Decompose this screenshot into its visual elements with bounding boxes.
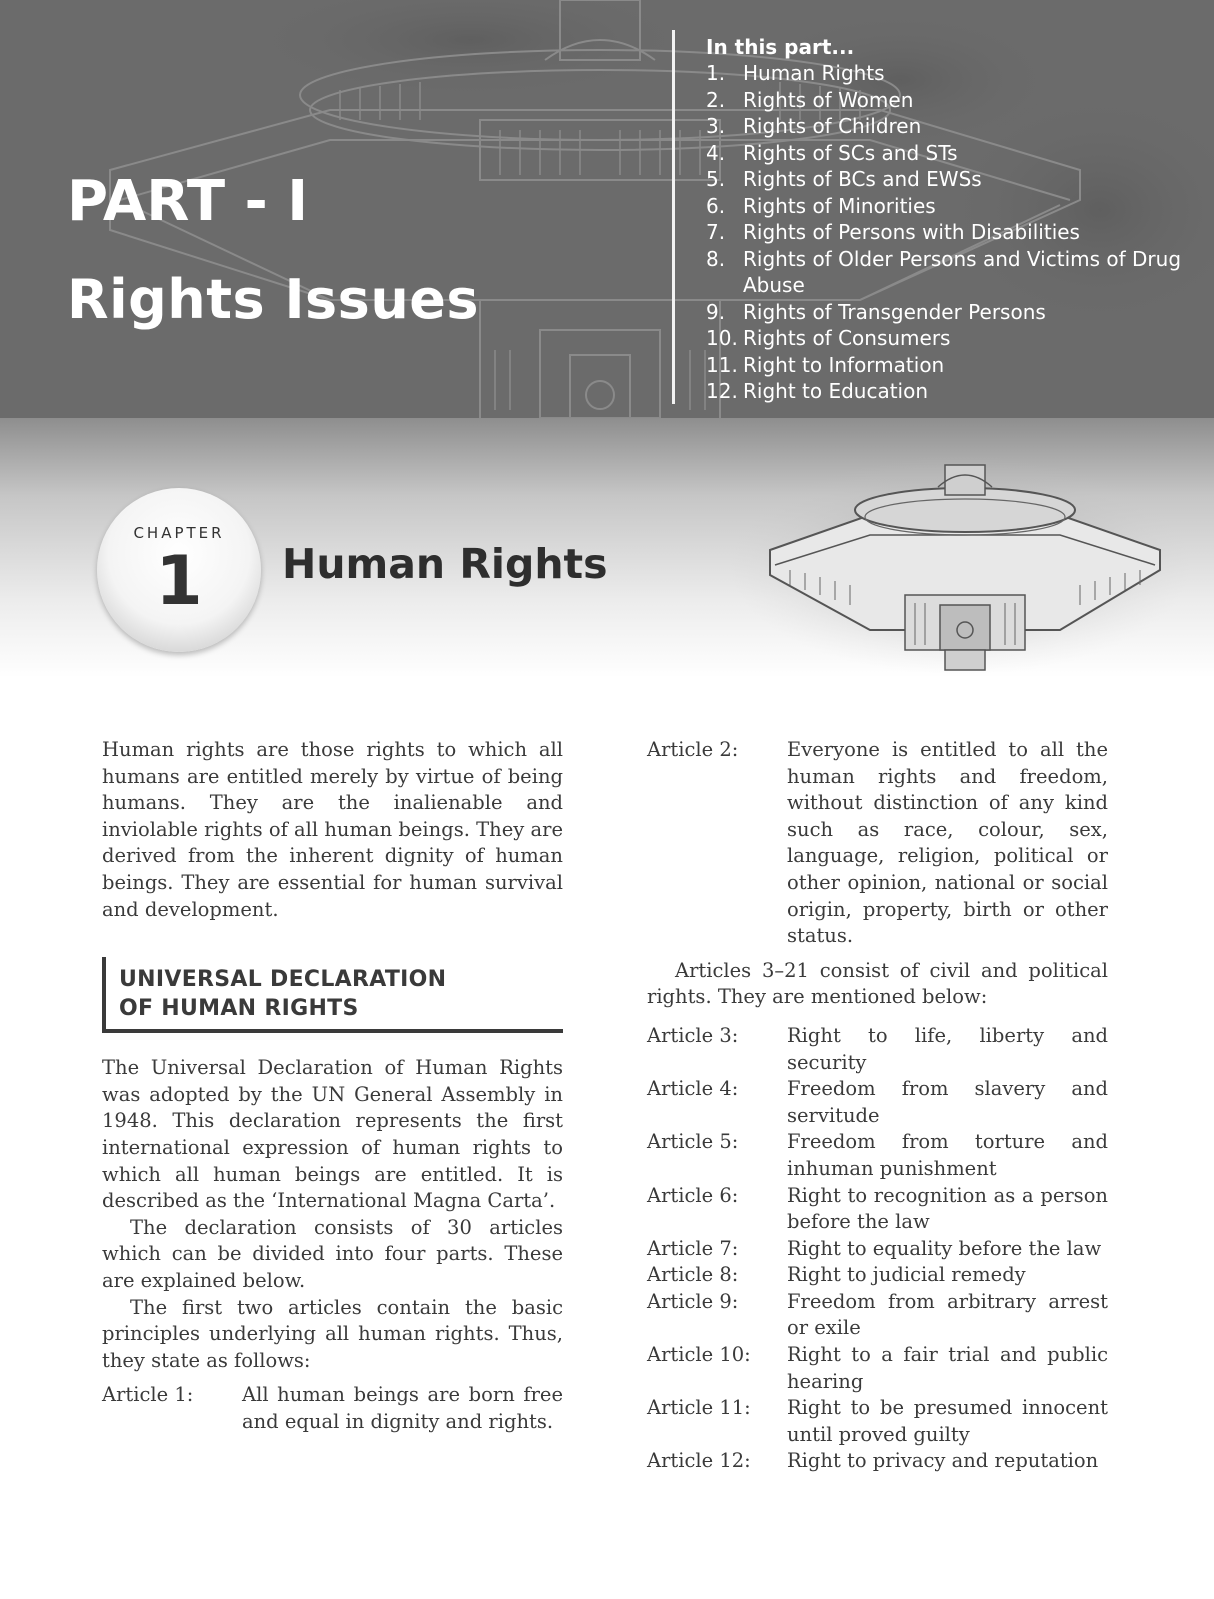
article-text: Freedom from arbitrary arrest or exile: [787, 1289, 1108, 1340]
section-heading: [102, 957, 563, 1033]
article-text: Everyone is entitled to all the human rights and freedom, without distinction of any kind such as race, colour, sex, language, religion, political or other opinion, national or social origin, property, birth or other status.: [787, 738, 1108, 948]
article-text: Right to a fair trial and public hearing: [787, 1343, 1108, 1393]
article-entry: [647, 1448, 1108, 1475]
part-banner: [0, 0, 1214, 418]
article-list: [647, 1023, 1108, 1475]
article-text: Right to life, liberty and security: [787, 1023, 1108, 1074]
contents-item: 3. Rights of Children: [706, 114, 922, 138]
contents-item: 11. Right to Information: [706, 352, 945, 377]
parliament-illustration: [720, 455, 1190, 685]
contents-item: 5. Rights of BCs and EWSs: [706, 167, 982, 191]
article-entry: [647, 1236, 1108, 1263]
contents-item: 8. Rights of Older Persons and Victims of Drug Abuse: [706, 246, 1182, 297]
body-paragraph: The first two articles contain the basic principles underlying all human rights. Thus, they state as follows:: [102, 1295, 563, 1372]
article-entry: [647, 1023, 1108, 1076]
chapter-label: CHAPTER: [133, 524, 225, 542]
part-title: PART - I: [67, 169, 309, 234]
article-label: Article 4:: [647, 1077, 739, 1101]
article-text: Freedom from torture and inhuman punishment: [787, 1130, 1108, 1180]
article-entry: [647, 1183, 1108, 1236]
contents-item: 2. Rights of Women: [706, 87, 914, 112]
body-paragraph: The Universal Declaration of Human Rights was adopted by the UN General Assembly in 1948. This declaration represents the first international expression of human rights to which all human beings are entitled. It is described as the ‘International Magna Carta’.: [102, 1056, 563, 1213]
vertical-divider: [672, 30, 675, 404]
chapter-badge: [97, 488, 261, 652]
article-entry: [647, 737, 1108, 950]
article-label: Article 5:: [647, 1130, 739, 1154]
article-entry: [647, 1262, 1108, 1289]
article-entry: [102, 1382, 563, 1435]
article-text: Right to judicial remedy: [787, 1263, 1026, 1287]
contents-item: 4. Rights of SCs and STs: [706, 140, 958, 165]
section-heading-line: UNIVERSAL DECLARATION: [119, 967, 447, 993]
article-entry: [647, 1076, 1108, 1129]
article-text: Right to recognition as a person before the law: [787, 1183, 1108, 1234]
chapter-title: Human Rights: [282, 540, 608, 588]
article-text: All human beings are born free and equal in dignity and rights.: [242, 1383, 563, 1433]
right-column: [647, 737, 1108, 1475]
contents-item: 7. Rights of Persons with Disabilities: [706, 220, 1080, 244]
article-entry: [647, 1129, 1108, 1182]
article-label: Article 3:: [647, 1023, 739, 1047]
contents-item: 12. Right to Education: [706, 379, 929, 403]
article-label: Article 11:: [647, 1396, 751, 1420]
article-text: Freedom from slavery and servitude: [787, 1077, 1108, 1127]
contents-list: [706, 60, 1206, 405]
article-entry: [647, 1342, 1108, 1395]
article-label: Article 7:: [647, 1236, 739, 1260]
article-text: Right to be presumed innocent until proved guilty: [787, 1396, 1108, 1446]
article-label: Article 9:: [647, 1289, 739, 1313]
article-text: Right to equality before the law: [787, 1236, 1102, 1260]
intro-paragraph: Human rights are those rights to which all humans are entitled merely by virtue of being humans. They are the inalienable and inviolable rights of all human beings. They are derived from the inherent dignity of human beings. They are essential for human survival and development.: [102, 738, 563, 921]
part-contents: [706, 34, 1206, 405]
article-entry: [647, 1289, 1108, 1342]
contents-item: 10. Rights of Consumers: [706, 326, 951, 350]
article-entry: [647, 1395, 1108, 1448]
body-paragraph: Articles 3–21 consist of civil and political rights. They are mentioned below:: [647, 958, 1108, 1009]
left-column: [102, 737, 563, 1435]
contents-item: 1. Human Rights: [706, 61, 885, 85]
article-label: Article 2:: [647, 738, 739, 761]
article-label: Article 6:: [647, 1183, 739, 1207]
contents-heading: In this part...: [706, 35, 855, 59]
body-paragraph: The declaration consists of 30 articles which can be divided into four parts. These are explained below.: [102, 1215, 563, 1292]
contents-item: 6. Rights of Minorities: [706, 193, 936, 218]
section-heading-line: OF HUMAN RIGHTS: [119, 996, 359, 1022]
article-label: Article 12:: [647, 1449, 751, 1473]
article-label: Article 8:: [647, 1263, 739, 1287]
contents-item: 9. Rights of Transgender Persons: [706, 299, 1046, 324]
article-label: Article 10:: [647, 1343, 751, 1367]
part-subtitle: Rights Issues: [67, 268, 480, 331]
article-text: Right to privacy and reputation: [787, 1449, 1099, 1473]
chapter-number: 1: [155, 542, 203, 621]
article-label: Article 1:: [102, 1383, 194, 1407]
